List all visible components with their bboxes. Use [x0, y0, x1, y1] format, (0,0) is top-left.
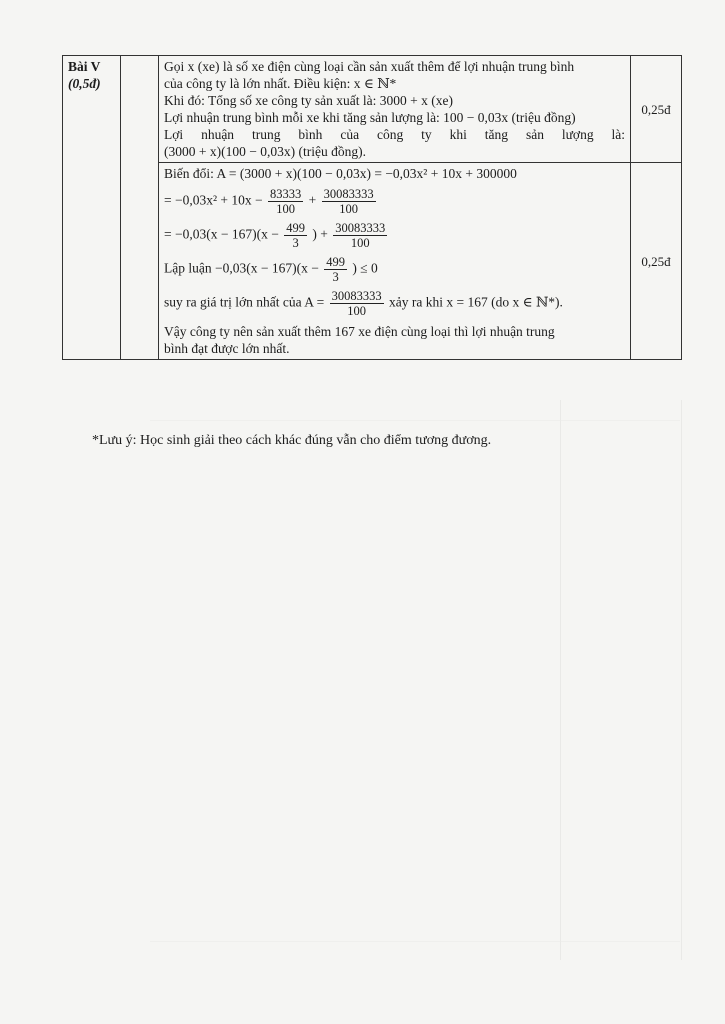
- step1-line3: Khi đó: Tổng số xe công ty sản xuất là: 3000 + x (xe): [164, 93, 453, 108]
- step1-line6: (3000 + x)(100 − 0,03x) (triệu đồng).: [164, 144, 366, 159]
- step2-final-line1: Vậy công ty nên sản xuất thêm 167 xe điện cùng loại thì lợi nhuận trung: [164, 324, 555, 339]
- bleed-through-table: [150, 420, 680, 942]
- grading-table: [62, 55, 682, 360]
- step2-argument: Lập luận −0,03(x − 167)(x − $\frac{499}{3}$ ) ≤ 0: [164, 255, 378, 284]
- empty-cell: [121, 56, 159, 360]
- step2-final-line2: bình đạt được lớn nhất.: [164, 341, 290, 356]
- step1-line2: của công ty là lớn nhất. Điều kiện: x ∈ ℕ*: [164, 76, 397, 91]
- step2-eq2: = −0,03x² + 10x − $\frac{83333}{100}$ + $\frac{30083333}{100}$: [164, 187, 374, 216]
- step1-line4: Lợi nhuận trung bình mỗi xe khi tăng sản lượng là: 100 − 0,03x (triệu đồng): [164, 110, 576, 125]
- grading-note: *Lưu ý: Học sinh giải theo cách khác đúng vẫn cho điểm tương đương.: [92, 433, 492, 448]
- fraction: $\frac{30083333}{100}$: [335, 221, 386, 250]
- score-cell-1: 0,25đ: [631, 56, 682, 163]
- fraction: $\frac{499}{3}$: [286, 221, 305, 250]
- fraction: $\frac{499}{3}$: [326, 255, 345, 284]
- step1-line5: Lợi nhuận trung bình của công ty khi tăng sản lượng là:: [164, 127, 625, 142]
- fraction: $\frac{30083333}{100}$: [331, 289, 382, 318]
- step1-line1: Gọi x (xe) là số xe điện cùng loại cần sản xuất thêm để lợi nhuận trung bình: [164, 59, 575, 74]
- fraction: $\frac{83333}{100}$: [270, 187, 302, 216]
- score-cell-2: 0,25đ: [631, 163, 682, 360]
- problem-points: (0,5đ): [68, 76, 101, 91]
- fraction: $\frac{30083333}{100}$: [323, 187, 374, 216]
- solution-step-2: [159, 163, 631, 360]
- solution-step-1: [159, 56, 631, 163]
- problem-label: Bài V: [68, 59, 101, 74]
- table-row: [63, 56, 682, 163]
- problem-label-cell: [63, 56, 121, 360]
- step2-conclusion-max: suy ra giá trị lớn nhất của A = $\frac{30083333}{100}$ xảy ra khi x = 167 (do x ∈ ℕ*).: [164, 289, 563, 318]
- step2-line1: Biến đổi: A = (3000 + x)(100 − 0,03x) = −0,03x² + 10x + 300000: [164, 166, 517, 181]
- step2-eq3: = −0,03(x − 167)(x − $\frac{499}{3}$ ) + $\frac{30083333}{100}$: [164, 221, 386, 250]
